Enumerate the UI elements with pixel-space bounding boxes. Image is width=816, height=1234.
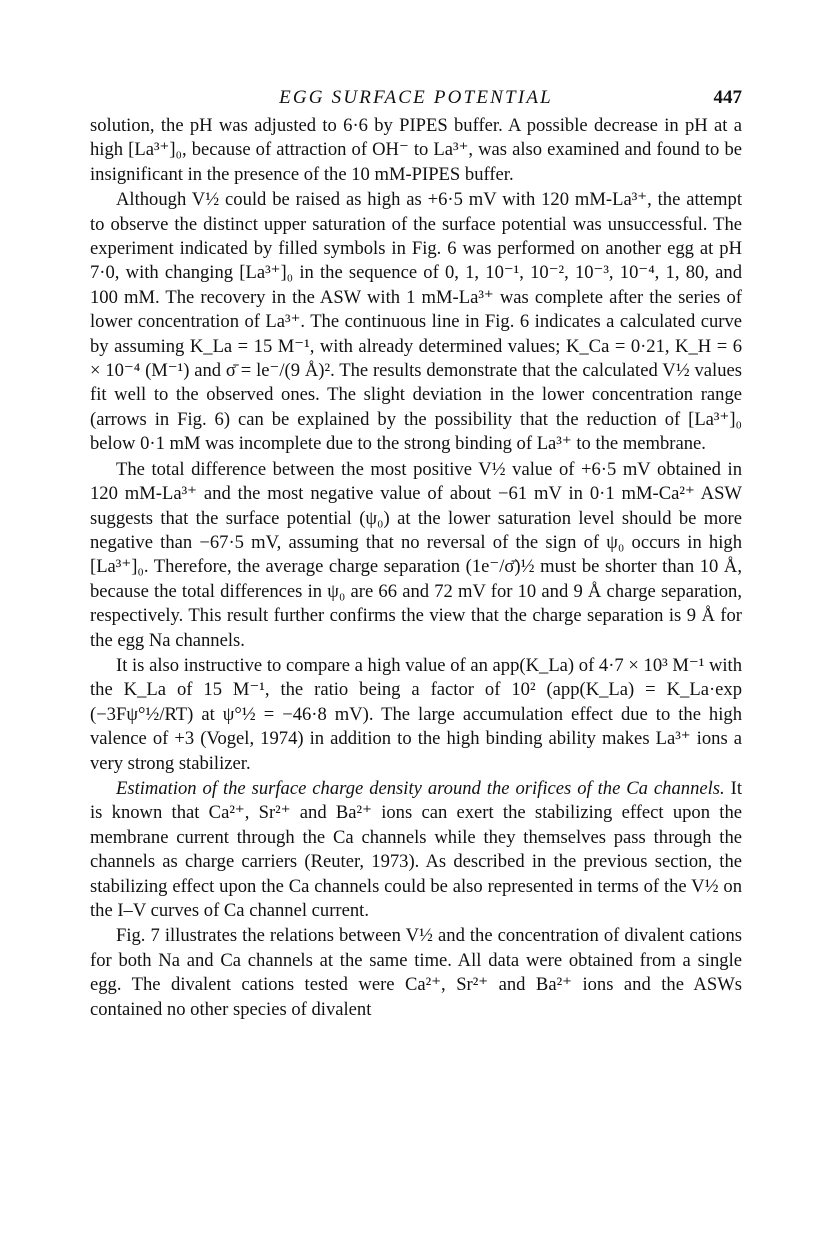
paragraph-accumulation-effect: It is also instructive to compare a high value of an app(K_La) of 4·7 × 10³ M⁻¹ with the K_La of 15 M⁻¹, the ratio being a factor of 10² (app(K_La) = K_La·exp (−3Fψ°½/RT) at ψ°½ = −46·8 mV). The large accumulation effect due to the high valence of +3 (Vogel, 1974) in addition to the high binding ability makes La³⁺ ions a very strong stabilizer. xyxy=(90,654,742,774)
body-text xyxy=(90,114,742,1022)
paragraph-total-difference: The total difference between the most positive V½ value of +6·5 mV obtained in 120 mM-La³⁺ and the most negative value of about −61 mV in 0·1 mM-Ca²⁺ ASW suggests that the surface potential (ψ₀) at the lower saturation level should be more negative than −67·5 mV, assuming that no reversal of the sign of ψ₀ occurs in high [La³⁺]₀. Therefore, the average charge separation (1e⁻/σ̄)½ must be shorter than 10 Å, because the total differences in ψ₀ are 66 and 72 mV for 10 and 9 Å charge separation, respectively. This result further confirms the view that the charge separation is 9 Å for the egg Na channels. xyxy=(90,458,742,651)
section-run-in-heading: Estimation of the surface charge density around the orifices of the Ca channels. xyxy=(116,777,725,799)
paragraph-lanthanum-saturation: Although V½ could be raised as high as +6·5 mV with 120 mM-La³⁺, the attempt to observe the distinct upper saturation of the surface potential was unsuccessful. The experiment indicated by filled symbols in Fig. 6 was performed on another egg at pH 7·0, with changing [La³⁺]₀ in the sequence of 0, 1, 10⁻¹, 10⁻², 10⁻³, 10⁻⁴, 1, 80, and 100 mM. The recovery in the ASW with 1 mM-La³⁺ was complete after the series of lower concentration of La³⁺. The continuous line in Fig. 6 indicates a calculated curve by assuming K_La = 15 M⁻¹, with already determined values; K_Ca = 0·21, K_H = 6 × 10⁻⁴ (M⁻¹) and σ̄ = le⁻/(9 Å)². The results demonstrate that the calculated V½ values fit well to the observed ones. The slight deviation in the lower concentration range (arrows in Fig. 6) can be explained by the possibility that the reduction of [La³⁺]₀ below 0·1 mM was incomplete due to the strong binding of La³⁺ to the membrane. xyxy=(90,189,742,455)
paragraph-continuation: solution, the pH was adjusted to 6·6 by PIPES buffer. A possible decrease in pH at a high [La³⁺]₀, because of attraction of OH⁻ to La³⁺, was also examined and found to be insignificant in the presence of the 10 mM-PIPES buffer. xyxy=(90,115,742,185)
paragraph-fig7-intro: Fig. 7 illustrates the relations between V½ and the concentration of divalent cations for both Na and Ca channels at the same time. All data were obtained from a single egg. The divalent cations tested were Ca²⁺, Sr²⁺ and Ba²⁺ ions and the ASWs contained no other species of divalent xyxy=(90,925,742,1020)
paragraph-ca-channel-section xyxy=(90,777,742,923)
running-title: EGG SURFACE POTENTIAL xyxy=(279,87,553,108)
page-number: 447 xyxy=(713,87,742,108)
running-head xyxy=(90,84,742,114)
section-body-text: It is known that Ca²⁺, Sr²⁺ and Ba²⁺ ions can exert the stabilizing effect upon the membrane current through the Ca channels while they themselves pass through the channels as charge carriers (Reuter, 1973). As described in the previous section, the stabilizing effect upon the Ca channels could be also represented in terms of the V½ on the I–V curves of Ca channel current. xyxy=(90,777,742,921)
journal-page xyxy=(90,84,742,1022)
